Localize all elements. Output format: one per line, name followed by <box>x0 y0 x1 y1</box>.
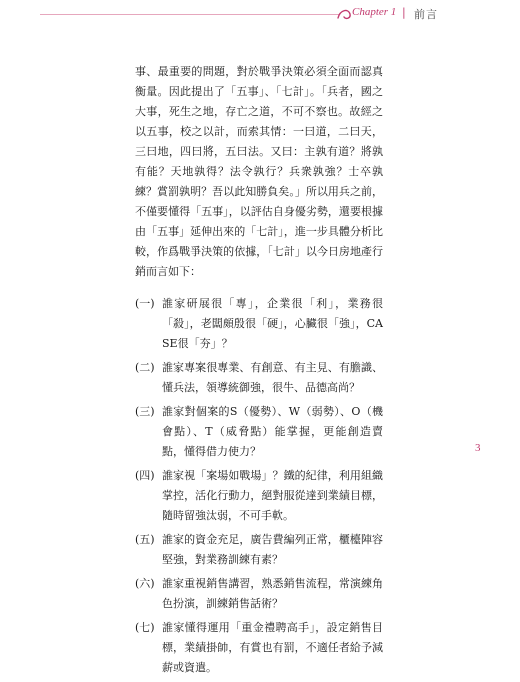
page-number: 3 <box>475 442 481 454</box>
chapter-label: Chapter 1 <box>352 6 397 18</box>
list-item <box>135 530 383 570</box>
list-item <box>135 358 383 398</box>
list-item-text: 誰家懂得運用「重金禮聘高手」，設定銷售目標，業績掛帥，有賞也有罰，不適任者給予減薪或資遣。 <box>162 621 383 674</box>
list-marker: (六) <box>135 577 155 590</box>
list-marker: (三) <box>135 405 155 418</box>
list-item-text: 誰家的資金充足，廣告費編列正常，櫃檯陣容堅強，對業務訓練有素？ <box>162 533 383 566</box>
seven-plans-list <box>135 294 383 678</box>
list-marker: (五) <box>135 533 155 546</box>
list-marker: (七) <box>135 621 155 634</box>
list-item <box>135 618 383 678</box>
header-rule <box>40 14 340 15</box>
list-item <box>135 294 383 354</box>
list-item-text: 誰家專案很專業、有創意、有主見、有膽識、懂兵法，領導統御強，很牛、品德高尚？ <box>162 361 383 394</box>
list-item-text: 誰家重視銷售講習，熟悉銷售流程，常演練角色扮演，訓練銷售話術？ <box>162 577 383 610</box>
list-item-text: 誰家研展很「專」，企業很「利」，業務很「殺」，老闆頗殷很「硬」，心臟很「強」，CASE很「夯」？ <box>162 297 383 350</box>
running-header <box>0 0 520 30</box>
list-marker: (一) <box>135 297 155 310</box>
list-item-text: 誰家視「案場如戰場」？鐵的紀律，利用組織掌控，活化行動力，絕對服從達到業績目標，隨時留強汰弱，不可手軟。 <box>162 469 383 522</box>
page-content <box>135 62 383 682</box>
section-title: 前言 <box>414 8 438 21</box>
list-item-text: 誰家對個案的S（優勢）、W（弱勢）、O（機會點）、T（威脅點）能掌握，更能創造賣點，懂得借力使力？ <box>162 405 383 458</box>
list-item <box>135 402 383 462</box>
header-separator: | <box>402 6 406 19</box>
list-item <box>135 574 383 614</box>
intro-paragraph: 事、最重要的問題，對於戰爭決策必須全面而認真衡量。因此提出了「五事」、「七計」。「兵者，國之大事，死生之地，存亡之道，不可不察也。故經之以五事，校之以計，而索其情：一曰道，二曰天，三曰地，四曰將，五曰法。又曰：主孰有道？將孰有能？天地孰得？法令孰行？兵衆孰強？士卒孰練？賞罰孰明？吾以此知勝負矣。」所以用兵之前，不僅要懂得「五事」，以評估自身優劣勢，還要根據由「五事」延伸出來的「七計」，進一步具體分析比較，作爲戰爭決策的依據，「七計」以今日房地產行銷而言如下： <box>135 65 383 278</box>
list-marker: (四) <box>135 469 155 482</box>
list-marker: (二) <box>135 361 155 374</box>
list-item <box>135 466 383 526</box>
